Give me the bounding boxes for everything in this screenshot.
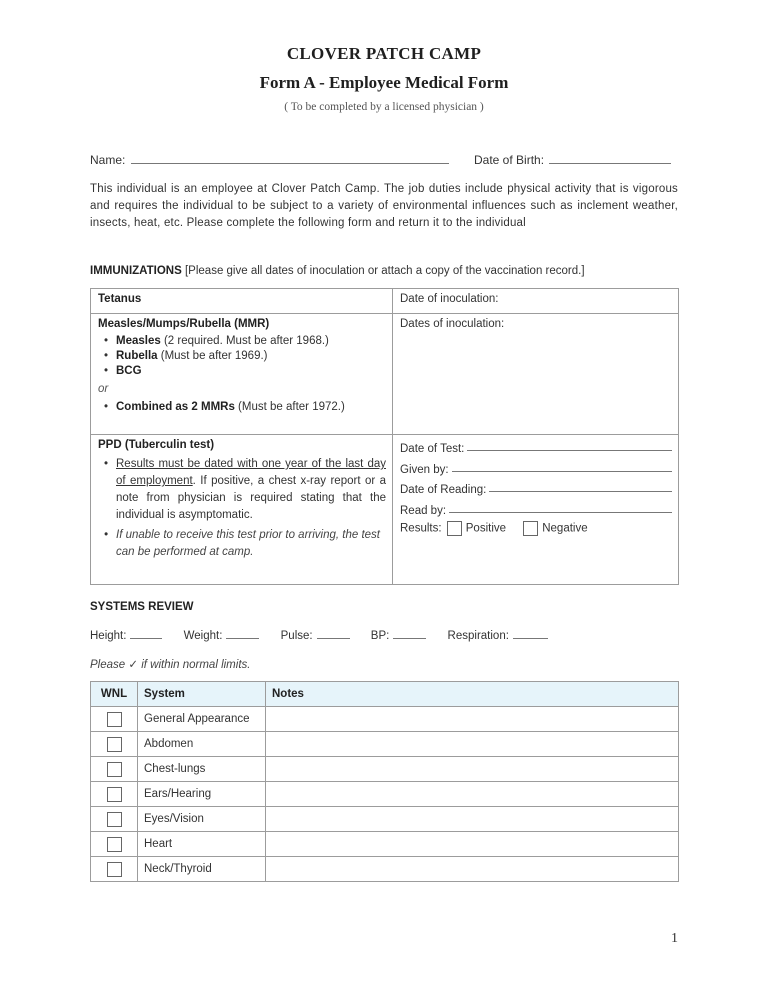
wnl-checkbox[interactable]: [107, 862, 122, 877]
positive-label: Positive: [465, 522, 507, 535]
wnl-checkbox[interactable]: [107, 837, 122, 852]
page-number: 1: [671, 931, 678, 946]
dob-label: Date of Birth:: [474, 153, 545, 167]
systems-table: [90, 681, 679, 882]
ppd-note: • Results must be dated with one year of the last day of employment. If positive, a chest x-ray report or a note from physician is required stating that the individual is asymptomatic.: [116, 456, 386, 524]
wnl-checkbox[interactable]: [107, 712, 122, 727]
mmr-label: Measles/Mumps/Rubella (MMR): [98, 318, 270, 330]
tetanus-label: Tetanus: [98, 293, 142, 305]
table-row: [91, 707, 679, 732]
systems-heading: SYSTEMS REVIEW: [90, 601, 194, 613]
results-label: Results:: [400, 522, 442, 535]
ppd-label: PPD (Tuberculin test): [98, 439, 215, 451]
wnl-checkbox[interactable]: [107, 812, 122, 827]
date-of-reading-field[interactable]: Date of Reading:: [400, 476, 672, 497]
mmr-dates-label[interactable]: Dates of inoculation:: [400, 318, 505, 330]
system-name: Neck/Thyroid: [138, 857, 266, 882]
col-notes: Notes: [266, 682, 679, 707]
org-title: CLOVER PATCH CAMP: [286, 44, 482, 63]
mmr-row: [91, 314, 679, 435]
immunizations-heading: [90, 265, 585, 277]
system-name: Ears/Hearing: [138, 782, 266, 807]
notes-cell[interactable]: [266, 857, 679, 882]
table-row: [91, 782, 679, 807]
notes-cell[interactable]: [266, 782, 679, 807]
ppd-row: [91, 435, 679, 585]
wnl-checkbox[interactable]: [107, 737, 122, 752]
wnl-checkbox[interactable]: [107, 787, 122, 802]
system-name: Heart: [138, 832, 266, 857]
immunizations-title: IMMUNIZATIONS: [90, 265, 182, 277]
table-row: [91, 857, 679, 882]
immunizations-table: [90, 288, 679, 585]
table-row: [91, 807, 679, 832]
mmr-item-rubella: • Rubella (Must be after 1969.): [116, 350, 386, 362]
date-of-test-field[interactable]: Date of Test:: [400, 437, 672, 455]
negative-checkbox[interactable]: [523, 521, 538, 536]
mmr-item-bcg: • BCG: [116, 365, 386, 377]
intro-paragraph: This individual is an employee at Clover Patch Camp. The job duties include physical activity that is vigorous and requires the individual to be subject to a variety of environmental influences such as inclement weather, insects, heat, etc. Please complete the following form and return it to the individual: [90, 183, 678, 229]
systems-header-row: [91, 682, 679, 707]
weight-field[interactable]: Weight:: [184, 630, 260, 642]
wnl-instruction: Please ✓ if within normal limits.: [90, 659, 251, 671]
name-field[interactable]: [90, 151, 449, 167]
wnl-checkbox[interactable]: [107, 762, 122, 777]
table-row: [91, 757, 679, 782]
height-field[interactable]: Height:: [90, 630, 162, 642]
bp-field[interactable]: BP:: [371, 630, 427, 642]
col-system: System: [138, 682, 266, 707]
notes-cell[interactable]: [266, 732, 679, 757]
col-wnl: WNL: [91, 682, 138, 707]
given-by-field[interactable]: Given by:: [400, 455, 672, 476]
system-name: Eyes/Vision: [138, 807, 266, 832]
notes-cell[interactable]: [266, 707, 679, 732]
ppd-note-2: • If unable to receive this test prior to arriving, the test can be performed at camp.: [116, 527, 386, 561]
dob-field[interactable]: [474, 151, 671, 167]
form-subtitle: ( To be completed by a licensed physician ): [284, 101, 484, 113]
system-name: Abdomen: [138, 732, 266, 757]
positive-checkbox[interactable]: [447, 521, 462, 536]
immunizations-note: [Please give all dates of inoculation or attach a copy of the vaccination record.]: [184, 265, 585, 277]
name-line[interactable]: [131, 151, 449, 164]
mmr-item-measles: • Measles (2 required. Must be after 1968.): [116, 335, 386, 347]
dob-line[interactable]: [549, 151, 671, 164]
table-row: [91, 832, 679, 857]
mmr-or: or: [98, 383, 109, 395]
respiration-field[interactable]: Respiration:: [448, 630, 548, 642]
results-field: [400, 521, 672, 536]
notes-cell[interactable]: [266, 832, 679, 857]
notes-cell[interactable]: [266, 807, 679, 832]
tetanus-row: [91, 289, 679, 314]
system-name: Chest-lungs: [138, 757, 266, 782]
vitals-row: [90, 626, 548, 642]
system-name: General Appearance: [138, 707, 266, 732]
name-label: Name:: [90, 153, 126, 167]
read-by-field[interactable]: Read by:: [400, 496, 672, 517]
pulse-field[interactable]: Pulse:: [281, 630, 350, 642]
mmr-item-combined: • Combined as 2 MMRs (Must be after 1972.): [116, 401, 386, 413]
negative-label: Negative: [542, 522, 588, 535]
tetanus-date-label[interactable]: Date of inoculation:: [400, 293, 499, 305]
notes-cell[interactable]: [266, 757, 679, 782]
table-row: [91, 732, 679, 757]
form-title: Form A - Employee Medical Form: [259, 73, 509, 92]
